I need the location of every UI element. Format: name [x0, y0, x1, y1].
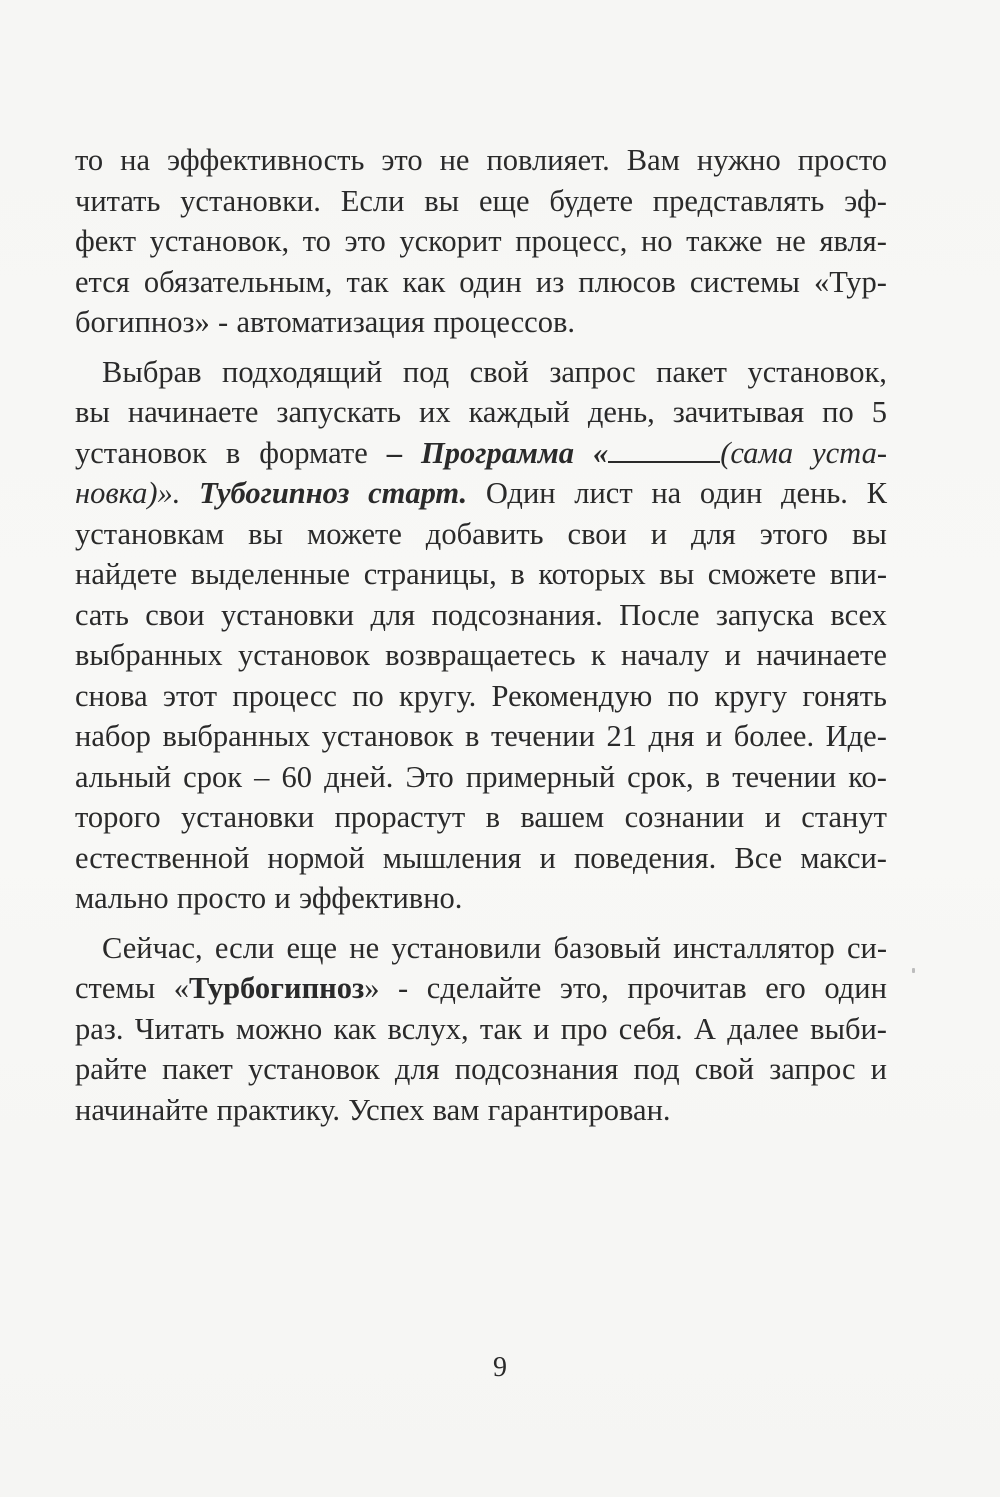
text-line: читать установки. Если вы еще будете представлять эф-: [75, 183, 887, 218]
text-line: то на эффективность это не повлияет. Вам нужно просто: [75, 143, 887, 177]
text-line: установкам вы можете добавить свои и для этого вы: [75, 516, 887, 551]
body-text: [75, 140, 887, 1130]
paragraph-3: [75, 928, 887, 1131]
text-line: естественной нормой мышления и поведения. Все макси-: [75, 840, 887, 875]
page-number: 9: [493, 1352, 507, 1383]
text-line: альный срок – 60 дней. Это примерный срок, в течении ко-: [75, 759, 887, 794]
paper-speck: [912, 968, 915, 973]
blank-underline: [608, 435, 720, 463]
text-line: снова этот процесс по кругу. Рекомендую по кругу гонять: [75, 678, 887, 713]
paragraph-2: [75, 352, 887, 919]
system-name: «Турбогипноз»: [173, 971, 380, 1005]
text-line: богипноз» - автоматизация процессов.: [75, 305, 575, 339]
text-line: набор выбранных установок в течении 21 дня и более. Иде-: [75, 719, 887, 753]
text-line: вы начинаете запускать их каждый день, зачитывая по 5: [75, 395, 887, 429]
text-line: начинайте практику. Успех вам гарантирован.: [75, 1092, 671, 1127]
text-line: мально просто и эффективно.: [75, 881, 463, 915]
text-line: установок в формате – Программа « (сама уста-: [75, 433, 887, 474]
text-line: торого установки прорастут в вашем сознании и станут: [75, 800, 887, 834]
text-line: новка)». Тубогипноз старт. Один лист на один день. К: [75, 476, 887, 510]
text-line: выбранных установок возвращаетесь к началу и начинаете: [75, 638, 887, 672]
text-line: Сейчас, если еще не установили базовый инсталлятор си-: [102, 930, 887, 965]
text-line: сать свои установки для подсознания. После запуска всех: [75, 597, 887, 632]
text-line: стемы «Турбогипноз» - сделайте это, прочитав его один: [75, 968, 887, 1009]
program-blank: « (сама: [592, 435, 794, 470]
text-line: Выбрав подходящий под свой запрос пакет установок,: [102, 354, 887, 389]
text-line: райте пакет установок для подсознания под свой запрос и: [75, 1052, 887, 1086]
text-line: ется обязательным, так как один из плюсов системы «Тур-: [75, 264, 887, 299]
text-line: раз. Читать можно как вслух, так и про себя. А далее выби-: [75, 1011, 887, 1046]
paragraph-1: [75, 140, 887, 343]
text-line: фект установок, то это ускорит процесс, но также не явля-: [75, 224, 887, 258]
text-line: найдете выделенные страницы, в которых вы сможете впи-: [75, 557, 887, 591]
